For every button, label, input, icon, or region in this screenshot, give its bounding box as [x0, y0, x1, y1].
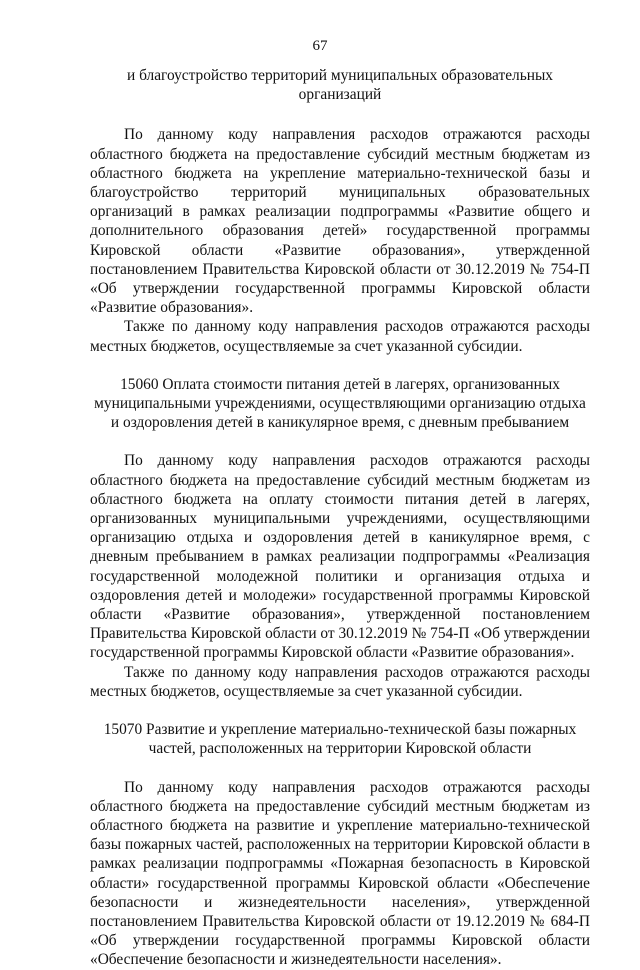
page-number: 67 — [312, 38, 328, 54]
section-heading-continuation: и благоустройство территорий муниципальных образовательных организаций — [127, 67, 553, 104]
paragraph-15060-local-budgets: Также по данному коду направления расходов отражаются расходы местных бюджетов, осуществляемые за счет указанной субсидии. — [90, 663, 590, 700]
paragraph-15060-description: По данному коду направления расходов отражаются расходы областного бюджета на предоставление субсидий местным бюджетам из областного бюджета на оплату стоимости питания детей в лагерях, организованных муниципальными учреждениями, осуществляющими организацию отдыха и оздоровления детей в каникулярное время, с дневным пребыванием в рамках реализации подпрограммы «Реализация государственной молодежной политики и организация отдыха и оздоровления детей и молодежи» государственной программы Кировской области «Развитие образования», утвержденной постановлением Правительства Кировской области от 30.12.2019 № 754-П «Об утверждении государственной программы Кировской области «Развитие образования». — [90, 452, 590, 662]
document-body — [90, 66, 590, 970]
section-heading-15060: 15060 Оплата стоимости питания детей в лагерях, организованных муниципальными учреждениями, осуществляющими организацию отдыха и оздоровления детей в каникулярное время, с дневным пребыванием — [94, 375, 586, 432]
paragraph-14-description: По данному коду направления расходов отражаются расходы областного бюджета на предоставление субсидий местным бюджетам из областного бюджета на укрепление материально-технической базы и благоустройство территорий муниципальных образовательных организаций в рамках реализации подпрограммы «Развитие общего и дополнительного образования детей» государственной программы Кировской области «Развитие образования», утвержденной постановлением Правительства Кировской области от 30.12.2019 № 754-П «Об утверждении государственной программы Кировской области «Развитие образования». — [90, 126, 590, 317]
section-heading-15070: 15070 Развитие и укрепление материально-технической базы пожарных частей, расположенных на территории Кировской области — [103, 721, 577, 758]
paragraph-14-local-budgets: Также по данному коду направления расходов отражаются расходы местных бюджетов, осуществляемые за счет указанной субсидии. — [90, 318, 590, 355]
paragraph-15070-description: По данному коду направления расходов отражаются расходы областного бюджета на предоставление субсидий местным бюджетам из областного бюджета на развитие и укрепление материально-технической базы пожарных частей, расположенных на территории Кировской области в рамках реализации подпрограммы «Пожарная безопасность в Кировской области» государственной программы Кировской области «Обеспечение безопасности и жизнедеятельности населения», утвержденной постановлением Правительства Кировской области от 19.12.2019 № 684-П «Об утверждении государственной программы Кировской области «Обеспечение безопасности и жизнедеятельности населения». — [90, 778, 590, 969]
